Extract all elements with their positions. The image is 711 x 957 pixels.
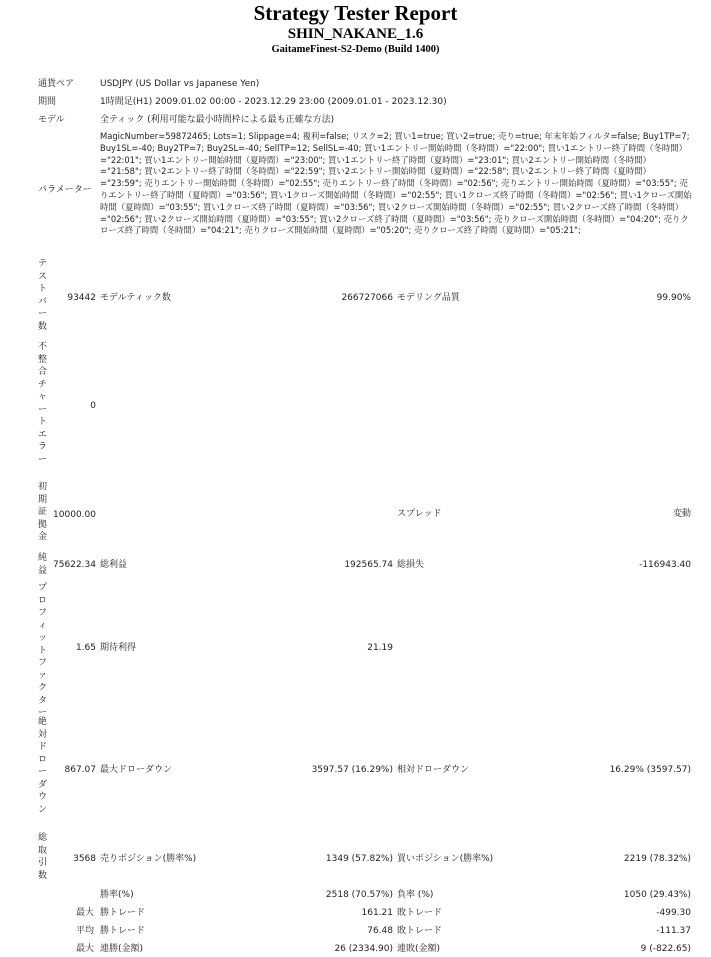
symbol-value: USDJPY (US Dollar vs Japanese Yen) bbox=[100, 79, 260, 89]
quality-label: モデリング品質 bbox=[397, 293, 460, 303]
abs-dd-label: 絶対ドローダウン bbox=[38, 717, 48, 815]
avg-win-value: 76.48 bbox=[367, 926, 393, 936]
ticks-value: 266727066 bbox=[341, 293, 393, 303]
avg-loss-value: -111.37 bbox=[656, 926, 691, 936]
win-rate-value: 2518 (70.57%) bbox=[325, 890, 393, 900]
consec-win-label: 連勝(金額) bbox=[100, 944, 144, 954]
short-value: 1349 (57.82%) bbox=[325, 854, 393, 864]
win-rate-label: 勝率(%) bbox=[100, 890, 134, 900]
max-dd-label: 最大ドローダウン bbox=[100, 765, 173, 775]
expected-label: 期待利得 bbox=[100, 643, 137, 653]
pf-label: プロフィットファクター bbox=[38, 583, 48, 718]
consec-win-value: 26 (2334.90) bbox=[334, 944, 393, 954]
gross-profit-label: 総利益 bbox=[100, 560, 128, 570]
long-value: 2219 (78.32%) bbox=[623, 854, 691, 864]
pf-value: 1.65 bbox=[75, 643, 96, 653]
mismatch-value: 0 bbox=[90, 401, 96, 411]
bars-value: 93442 bbox=[67, 293, 96, 303]
rel-dd-label: 相対ドローダウン bbox=[397, 765, 470, 775]
avg-prefix: 平均 bbox=[75, 926, 94, 936]
gross-loss-value: -116943.40 bbox=[639, 560, 691, 570]
long-label: 買いポジション(勝率%) bbox=[397, 854, 494, 864]
net-value: 75622.34 bbox=[53, 560, 96, 570]
spread-value: 変動 bbox=[672, 509, 691, 519]
max2-prefix: 最大 bbox=[75, 944, 94, 954]
symbol-label: 通貨ペア bbox=[38, 79, 75, 89]
deposit-value: 10000.00 bbox=[53, 510, 96, 520]
params-label: パラメーター bbox=[38, 185, 92, 195]
loss-rate-label: 負率 (%) bbox=[397, 890, 434, 900]
gross-loss-label: 総損失 bbox=[397, 560, 425, 570]
max-dd-value: 3597.57 (16.29%) bbox=[311, 765, 393, 775]
server-build: GaitameFinest-S2-Demo (Build 1400) bbox=[271, 44, 440, 55]
short-label: 売りポジション(勝率%) bbox=[100, 854, 197, 864]
ticks-label: モデルティック数 bbox=[100, 293, 171, 303]
mismatch-label: 不整合チャートエラー bbox=[38, 342, 48, 465]
report-title: Strategy Tester Report bbox=[253, 1, 458, 25]
ea-name: SHIN_NAKANE_1.6 bbox=[287, 26, 424, 42]
rel-dd-value: 16.29% (3597.57) bbox=[609, 765, 691, 775]
trades-label: 総取引数 bbox=[38, 833, 48, 881]
model-value: 全ティック (利用可能な最小時間枠による最も正確な方法) bbox=[100, 115, 335, 125]
net-label: 純益 bbox=[38, 553, 48, 576]
max-win-label: 勝トレード bbox=[100, 908, 146, 918]
params-value: MagicNumber=59872465; Lots=1; Slippage=4; 複利=false; リスク=2; 買い1=true; 買い2=true; 売り=true; 年末年始フィルタ=false; Buy1TP=7; Buy1SL=-40; Buy2TP=7; Buy2SL=-40; SellTP=12; SellSL=-40; 買い1エントリー開始時間（冬時間）="22:00"; 買い1エントリー終了時間（冬時間）="22:01"; 買い1エントリー開始時間（夏時間）="23:00"; 買い1エントリー終了時間（夏時間）="23:01"; 買い2エントリー開始時間（冬時間）="21:58"; 買い2エントリー終了時間（冬時間）="22:59"; 買い2エントリー開始時間（夏時間）="22:58"; 買い2エントリー終了時間（夏時間）="23:59"; 売りエントリー開始時間（冬時間）="02:55"; 売りエントリー終了時間（冬時間）="02:56"; 売りエントリー開始時間（夏時間）="03:55"; 売りエントリー終了時間（夏時間）="03:56"; 買い1クローズ開始時間（冬時間）="02:55"; 買い1クローズ終了時間（冬時間）="02:56"; 買い1クローズ開始時間（夏時間）="03:55"; 買い1クローズ終了時間（夏時間）="03:56"; 買い2クローズ開始時間（冬時間）="02:55"; 買い2クローズ終了時間（冬時間）="02:56"; 買い2クローズ開始時間（夏時間）="03:55"; 買い2クローズ終了時間（夏時間）="03:56"; 売りクローズ開始時間（冬時間）="04:20"; 売りクローズ終了時間（冬時間）="04:21"; 売りクローズ開始時間（夏時間）="05:20"; 売りクローズ終了時間（夏時間）="05:21"; bbox=[100, 131, 692, 236]
max-loss-label: 敗トレード bbox=[397, 908, 443, 918]
period-value: 1時間足(H1) 2009.01.02 00:00 - 2023.12.29 23:00 (2009.01.01 - 2023.12.30) bbox=[100, 97, 447, 107]
avg-win-label: 勝トレード bbox=[100, 926, 146, 936]
quality-value: 99.90% bbox=[656, 293, 691, 303]
gross-profit-value: 192565.74 bbox=[344, 560, 393, 570]
abs-dd-value: 867.07 bbox=[64, 765, 96, 775]
avg-loss-label: 敗トレード bbox=[397, 926, 443, 936]
consec-loss-label: 連敗(金額) bbox=[397, 944, 441, 954]
max-win-value: 161.21 bbox=[361, 908, 393, 918]
spread-label: スプレッド bbox=[397, 509, 442, 519]
consec-loss-value: 9 (-822.65) bbox=[640, 944, 691, 954]
max-prefix: 最大 bbox=[75, 908, 94, 918]
period-label: 期間 bbox=[38, 97, 57, 107]
max-loss-value: -499.30 bbox=[656, 908, 691, 918]
loss-rate-value: 1050 (29.43%) bbox=[623, 890, 691, 900]
expected-value: 21.19 bbox=[367, 643, 393, 653]
deposit-label: 初期証拠金 bbox=[38, 482, 48, 542]
trades-value: 3568 bbox=[73, 854, 96, 864]
model-label: モデル bbox=[38, 115, 65, 125]
bars-label: テストバー数 bbox=[38, 259, 48, 332]
